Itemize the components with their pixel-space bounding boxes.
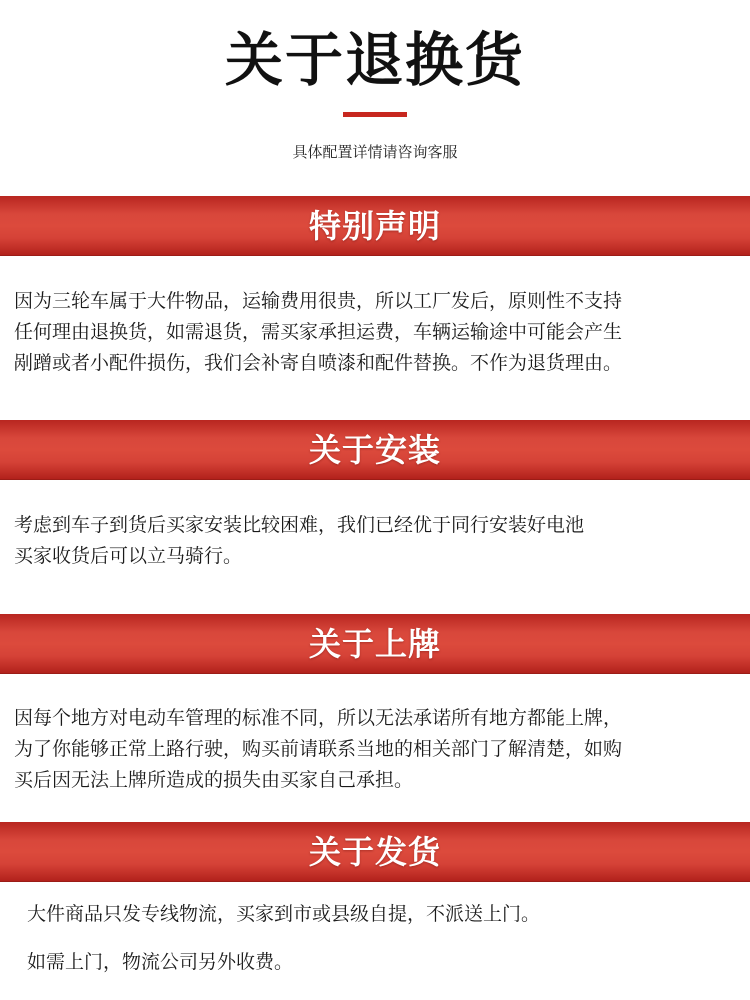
paragraph-line: 考虑到车子到货后买家安装比较困难，我们已经优于同行安装好电池 bbox=[14, 514, 585, 536]
section-body-installation bbox=[14, 510, 738, 572]
section-banner-shipping bbox=[0, 822, 750, 882]
paragraph-line: 大件商品只发专线物流，买家到市或县级自提，不派送上门。 bbox=[27, 903, 541, 925]
section-body-registration bbox=[14, 703, 738, 796]
title-underline bbox=[343, 112, 407, 117]
section-body-shipping bbox=[27, 898, 737, 978]
paragraph-line: 如需上门，物流公司另外收费。 bbox=[27, 951, 294, 973]
paragraph-line: 任何理由退换货，如需退货，需买家承担运费，车辆运输途中可能会产生 bbox=[14, 321, 623, 343]
section-heading: 关于安装 bbox=[308, 431, 441, 469]
section-banner-registration bbox=[0, 614, 750, 674]
paragraph-line: 因为三轮车属于大件物品，运输费用很贵，所以工厂发后，原则性不支持 bbox=[14, 290, 623, 312]
section-heading: 关于上牌 bbox=[308, 625, 441, 663]
section-banner-notice bbox=[0, 196, 750, 256]
section-heading: 关于发货 bbox=[308, 833, 441, 871]
section-heading: 特别声明 bbox=[308, 207, 441, 245]
paragraph-line: 剐蹭或者小配件损伤，我们会补寄自喷漆和配件替换。不作为退货理由。 bbox=[14, 352, 623, 374]
paragraph-line: 买家收货后可以立马骑行。 bbox=[14, 545, 243, 567]
paragraph-line: 因每个地方对电动车管理的标准不同，所以无法承诺所有地方都能上牌， bbox=[14, 707, 623, 729]
section-body-notice bbox=[14, 286, 738, 379]
paragraph-line: 为了你能够正常上路行驶，购买前请联系当地的相关部门了解清楚，如购 bbox=[14, 738, 623, 760]
paragraph-line: 买后因无法上牌所造成的损失由买家自己承担。 bbox=[14, 769, 414, 791]
page-title: 关于退换货 bbox=[224, 26, 525, 94]
page-subtitle: 具体配置详情请咨询客服 bbox=[292, 143, 458, 161]
section-banner-installation bbox=[0, 420, 750, 480]
